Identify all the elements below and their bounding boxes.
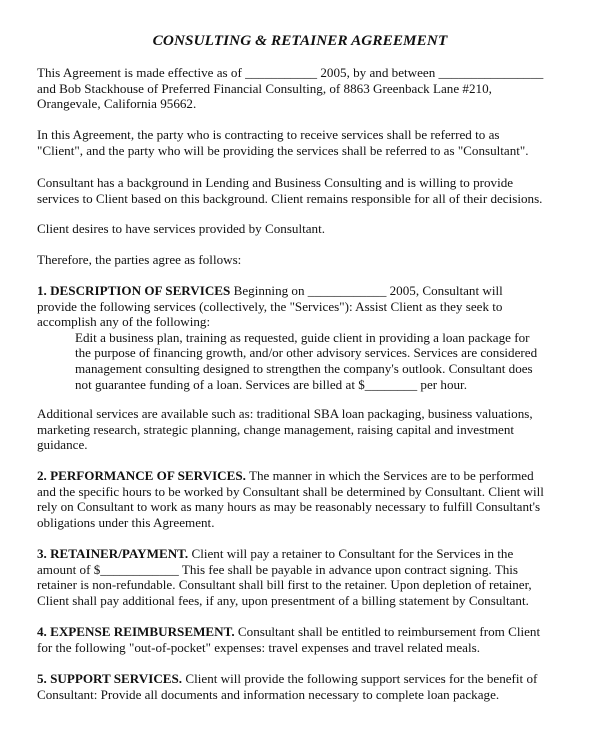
section-line: and the specific hours to be worked by Consultant shall be determined by Consultant. Client will (37, 483, 544, 499)
therefore-paragraph (37, 252, 582, 268)
services-detail-line: management consulting designed to strengthen the company's outlook. Consultant does (75, 360, 533, 376)
intro-line: This Agreement is made effective as of ___________ 2005, by and between ________________ (37, 65, 544, 80)
parties-paragraph (37, 127, 582, 158)
section-first-line (37, 671, 582, 687)
background-paragraph (37, 175, 582, 206)
section-retainer-payment (37, 546, 582, 608)
intro-paragraph (37, 65, 582, 112)
section-performance-of-services (37, 468, 582, 530)
section-line: provide the following services (collectively, the "Services"): Assist Client as they seek to (37, 298, 503, 314)
services-detail-line: the purpose of financing growth, and/or other advisory services. Services are considered (75, 345, 538, 361)
section-text: The manner in which the Services are to be performed (245, 468, 534, 483)
section-first-line (37, 468, 582, 484)
section-heading: 2. PERFORMANCE OF SERVICES. (37, 468, 246, 483)
additional-services-paragraph (37, 406, 582, 453)
section-first-line (37, 546, 582, 562)
section-line: for the following "out-of-pocket" expenses: travel expenses and travel related meals. (37, 639, 480, 655)
intro-line: Orangevale, California 95662. (37, 96, 197, 112)
section-description-of-services (37, 283, 582, 392)
background-line: Consultant has a background in Lending and Business Consulting and is willing to provide (37, 175, 514, 190)
section-first-line (37, 624, 582, 640)
section-line: rely on Consultant to work as many hours as may be reasonably necessary to fulfill Consultant's (37, 499, 541, 515)
section-heading: 5. SUPPORT SERVICES. (37, 671, 183, 686)
section-line: Client shall pay additional fees, if any, upon presentment of a billing statement by Consultant. (37, 592, 529, 608)
section-heading: 4. EXPENSE REIMBURSEMENT. (37, 624, 235, 639)
services-detail-line: not guarantee funding of a loan. Services are billed at $________ per hour. (75, 376, 467, 392)
additional-line: guidance. (37, 437, 88, 453)
document-title: CONSULTING & RETAINER AGREEMENT (152, 32, 448, 49)
section-text: Client will provide the following support services for the benefit of (182, 671, 538, 686)
section-first-line (37, 283, 582, 299)
background-line: services to Client based on this background. Client remains responsible for all of their decisions. (37, 190, 543, 206)
section-heading: 1. DESCRIPTION OF SERVICES (37, 283, 231, 298)
therefore-line: Therefore, the parties agree as follows: (37, 252, 242, 267)
services-detail-block (37, 330, 582, 392)
section-line: obligations under this Agreement. (37, 514, 215, 530)
parties-line: "Client", and the party who will be providing the services shall be referred to as "Consultant". (37, 142, 529, 158)
section-line: accomplish any of the following: (37, 314, 211, 330)
section-text: Client will pay a retainer to Consultant for the Services in the (188, 546, 514, 561)
desire-line: Client desires to have services provided by Consultant. (37, 221, 326, 236)
section-heading: 3. RETAINER/PAYMENT. (37, 546, 189, 561)
section-expense-reimbursement (37, 624, 582, 655)
services-detail-line: Edit a business plan, training as requested, guide client in providing a loan package for (75, 329, 530, 345)
section-line: retainer is non-refundable. Consultant shall bill first to the retainer. Upon depletion of retainer, (37, 577, 532, 593)
additional-line: marketing research, strategic planning, change management, raising capital and investment (37, 421, 515, 437)
section-line: Consultant: Provide all documents and information necessary to complete loan package. (37, 686, 500, 702)
section-text: Beginning on ____________ 2005, Consultant will (230, 283, 503, 298)
intro-line: and Bob Stackhouse of Preferred Financial Consulting, of 8863 Greenback Lane #210, (37, 80, 492, 96)
desire-paragraph (37, 221, 582, 237)
section-line: amount of $____________ This fee shall be payable in advance upon contract signing. This (37, 561, 518, 577)
additional-line: Additional services are available such as: traditional SBA loan packaging, business valuations, (37, 406, 533, 421)
section-support-services (37, 671, 582, 702)
parties-line: In this Agreement, the party who is contracting to receive services shall be referred to as (37, 127, 500, 142)
section-text: Consultant shall be entitled to reimbursement from Client (234, 624, 541, 639)
